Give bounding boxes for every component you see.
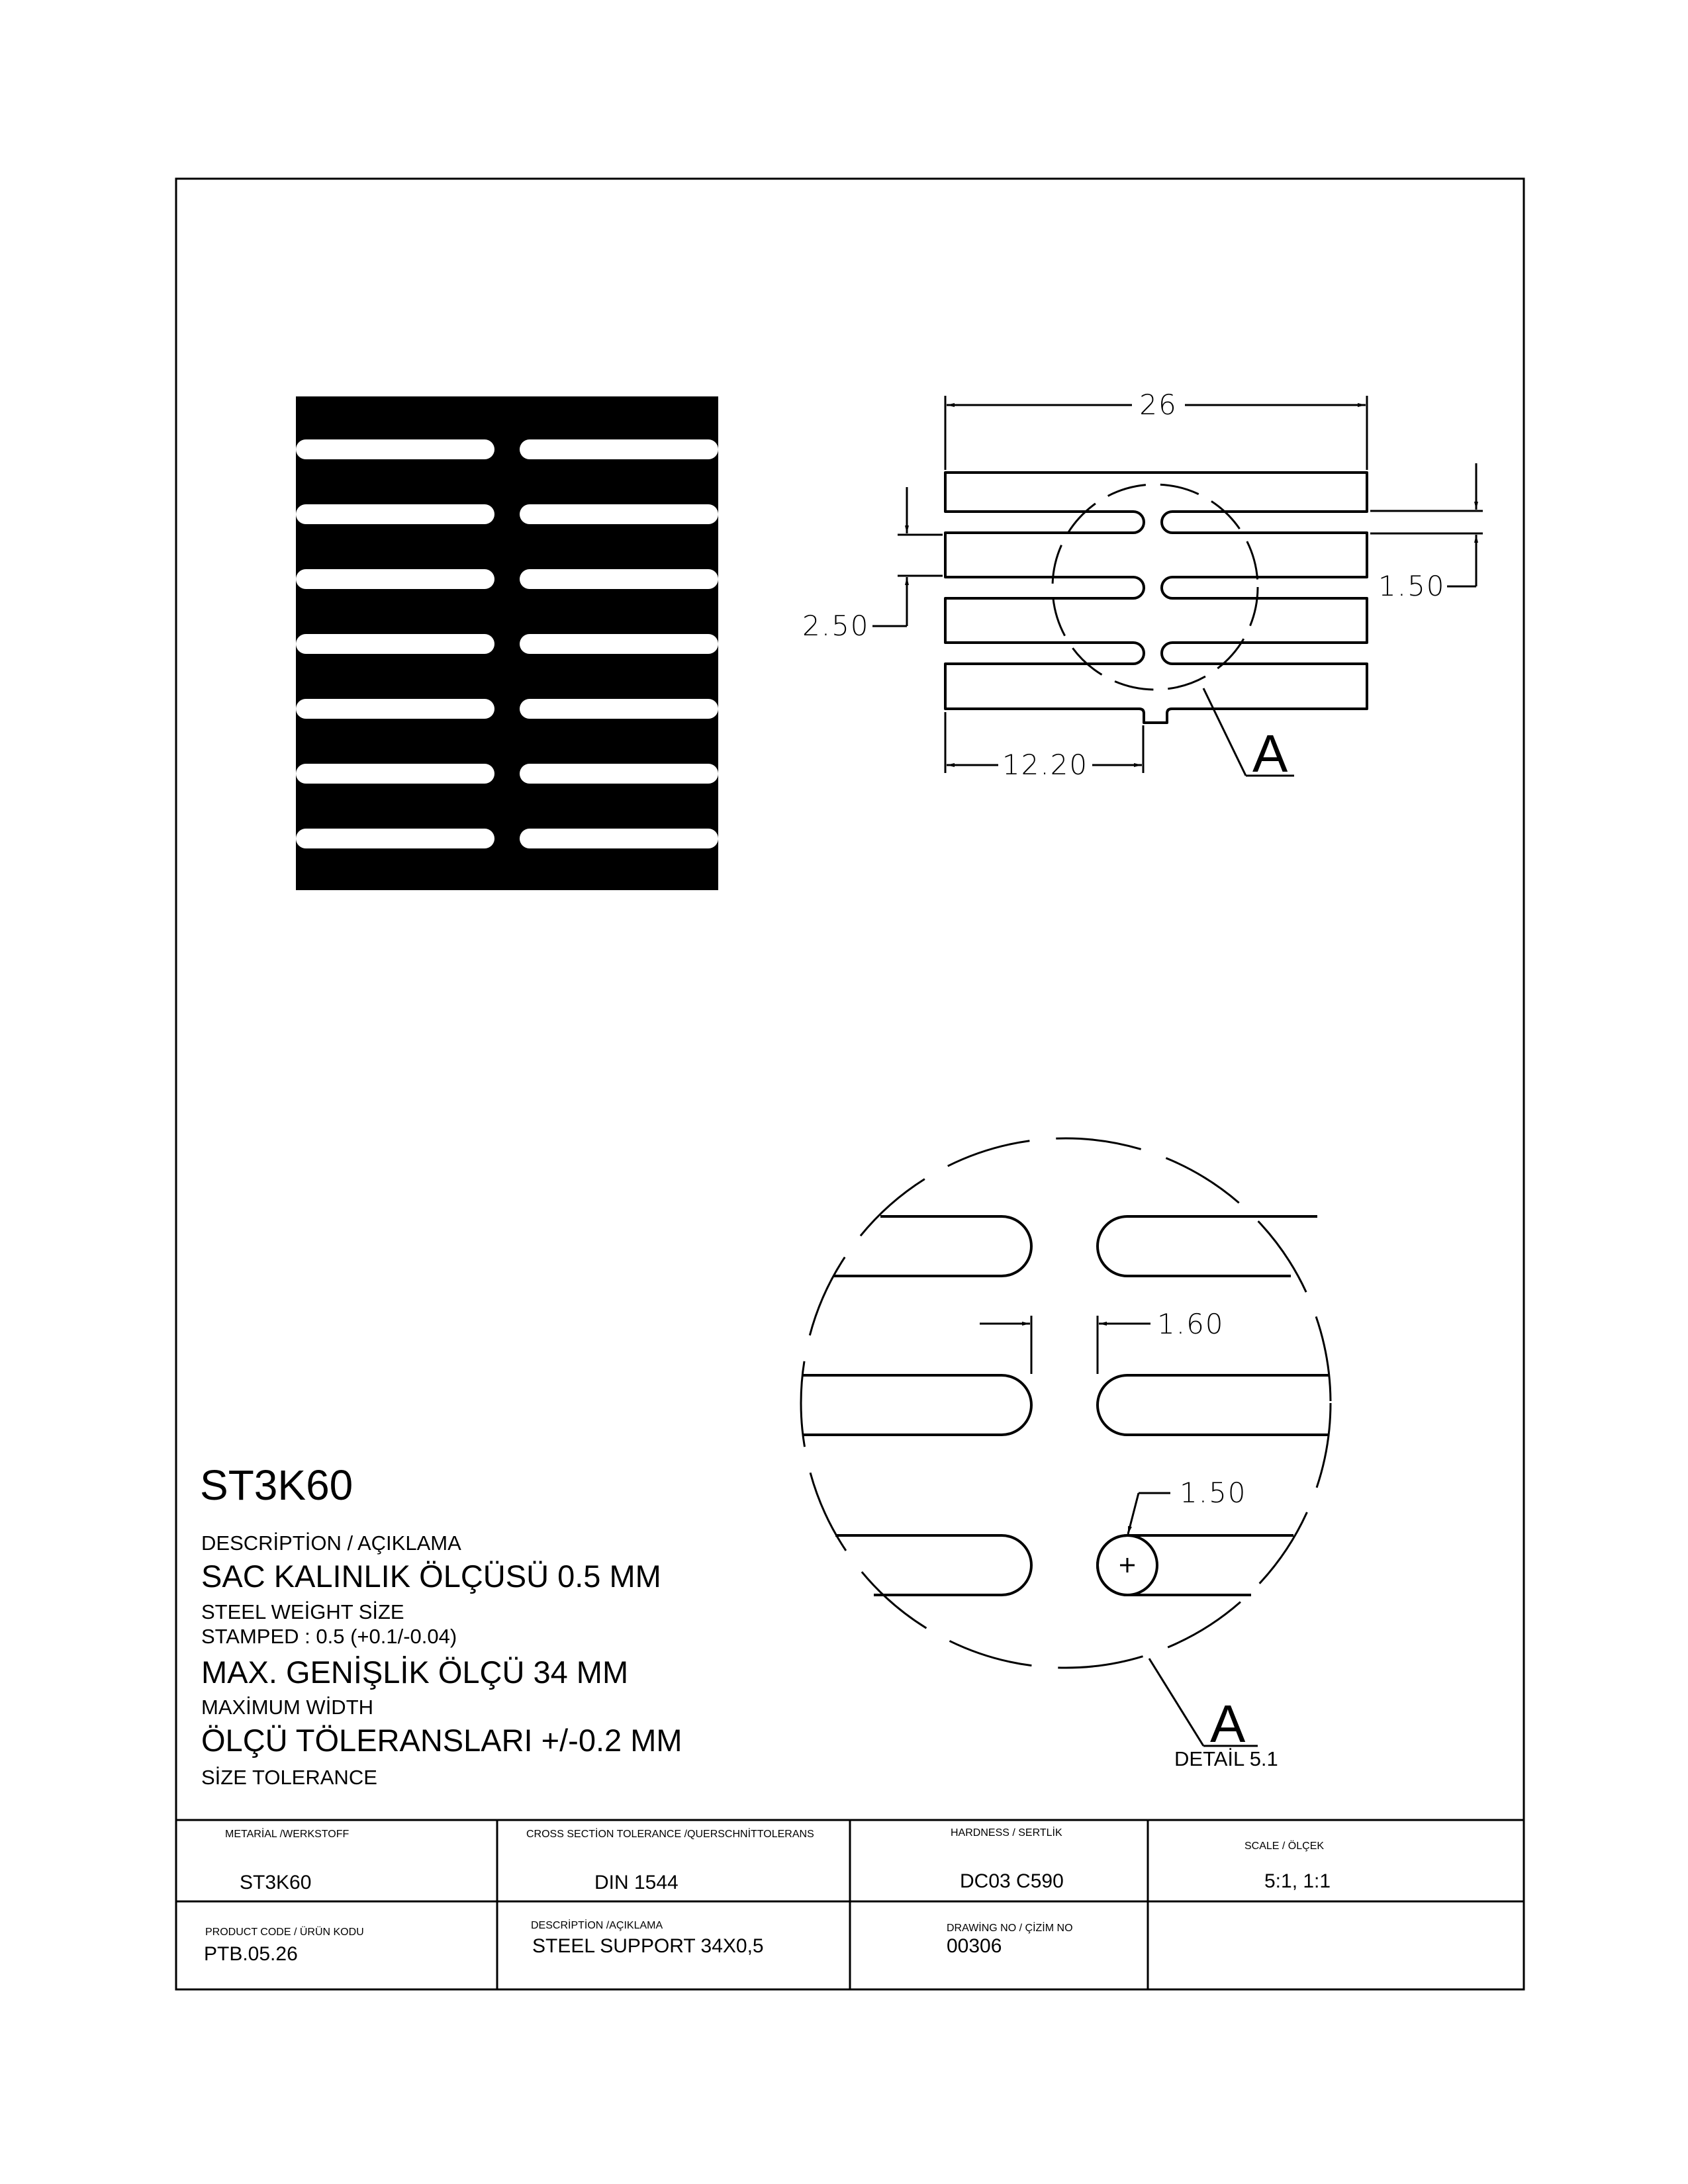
detail-slot-left — [802, 1375, 1031, 1435]
dim-radius-label: 1.50 — [1180, 1477, 1247, 1509]
dim-slot-width — [1370, 463, 1483, 586]
max-width-caption: MAXİMUM WİDTH — [201, 1696, 374, 1719]
slot-left — [296, 699, 494, 719]
detail-slots — [802, 1216, 1329, 1595]
slot-right — [520, 699, 718, 719]
slot-right — [520, 829, 718, 848]
hardness-caption: HARDNESS / SERTLİK — [951, 1827, 1062, 1839]
dim-pitch-label: 2.50 — [802, 610, 870, 642]
tolerance-spec: ÖLÇÜ TÖLERANSLARI +/-0.2 MM — [201, 1723, 682, 1758]
detail-slot-right — [1098, 1216, 1317, 1276]
material-value: ST3K60 — [240, 1872, 312, 1893]
hardness-value: DC03 C590 — [960, 1870, 1064, 1892]
dim-gap-label: 1.60 — [1157, 1308, 1225, 1340]
detail-center-mark — [1120, 1558, 1135, 1572]
part-code: ST3K60 — [200, 1461, 353, 1509]
dim-slot-width-label: 1.50 — [1378, 570, 1446, 602]
thickness-caption: STEEL WEİGHT SİZE — [201, 1600, 404, 1623]
product-code-caption: PRODUCT CODE / ÜRÜN KODU — [205, 1927, 364, 1938]
tolerance-caption: SİZE TOLERANCE — [201, 1766, 377, 1789]
drawing-no-value: 00306 — [947, 1935, 1002, 1957]
detail-caption: DETAİL 5.1 — [1174, 1747, 1278, 1770]
dim-width-label: 26 — [1139, 388, 1178, 421]
detail-slot-right — [1098, 1375, 1329, 1435]
slot-right — [520, 439, 718, 459]
dim-pitch — [872, 487, 943, 626]
material-caption: METARİAL /WERKSTOFF — [225, 1829, 350, 1840]
thickness-spec: SAC KALINLIK ÖLÇÜSÜ 0.5 MM — [201, 1559, 661, 1594]
detail-a-marker: A — [1252, 724, 1288, 783]
max-width-spec: MAX. GENİŞLİK ÖLÇÜ 34 MM — [201, 1655, 629, 1690]
description-caption: DESCRİPTİON / AÇIKLAMA — [201, 1531, 461, 1555]
top-view-outline — [945, 473, 1367, 723]
detail-marker: A — [1210, 1694, 1246, 1753]
slot-left — [296, 569, 494, 589]
slot-left — [296, 829, 494, 848]
product-code-value: PTB.05.26 — [204, 1943, 298, 1965]
drawing-no-caption: DRAWİNG NO / ÇİZİM NO — [947, 1923, 1073, 1934]
dim-radius — [1128, 1493, 1170, 1534]
stamped-spec: STAMPED : 0.5 (+0.1/-0.04) — [201, 1625, 457, 1648]
dim-half-width-label: 12.20 — [1002, 749, 1089, 781]
slot-left — [296, 764, 494, 784]
slot-right — [520, 634, 718, 654]
slot-left — [296, 634, 494, 654]
detail-leader — [1149, 1659, 1203, 1746]
detail-a-circle — [1053, 484, 1258, 690]
part-silhouette — [296, 396, 718, 890]
detail-slot-left — [835, 1535, 1031, 1595]
detail-slot-left — [834, 1216, 1031, 1276]
scale-value: 5:1, 1:1 — [1264, 1870, 1331, 1892]
slot-left — [296, 439, 494, 459]
cross-section-value: DIN 1544 — [594, 1872, 679, 1893]
slot-right — [520, 504, 718, 524]
dim-gap — [980, 1316, 1150, 1374]
slot-right — [520, 569, 718, 589]
scale-caption: SCALE / ÖLÇEK — [1244, 1841, 1325, 1852]
slot-left — [296, 504, 494, 524]
description-caption-tb: DESCRİPTİON /AÇIKLAMA — [531, 1920, 663, 1931]
slot-right — [520, 764, 718, 784]
cross-section-caption: CROSS SECTİON TOLERANCE /QUERSCHNİTTOLERANS — [526, 1829, 814, 1840]
description-value-tb: STEEL SUPPORT 34X0,5 — [532, 1935, 764, 1957]
detail-a-leader — [1203, 688, 1246, 776]
